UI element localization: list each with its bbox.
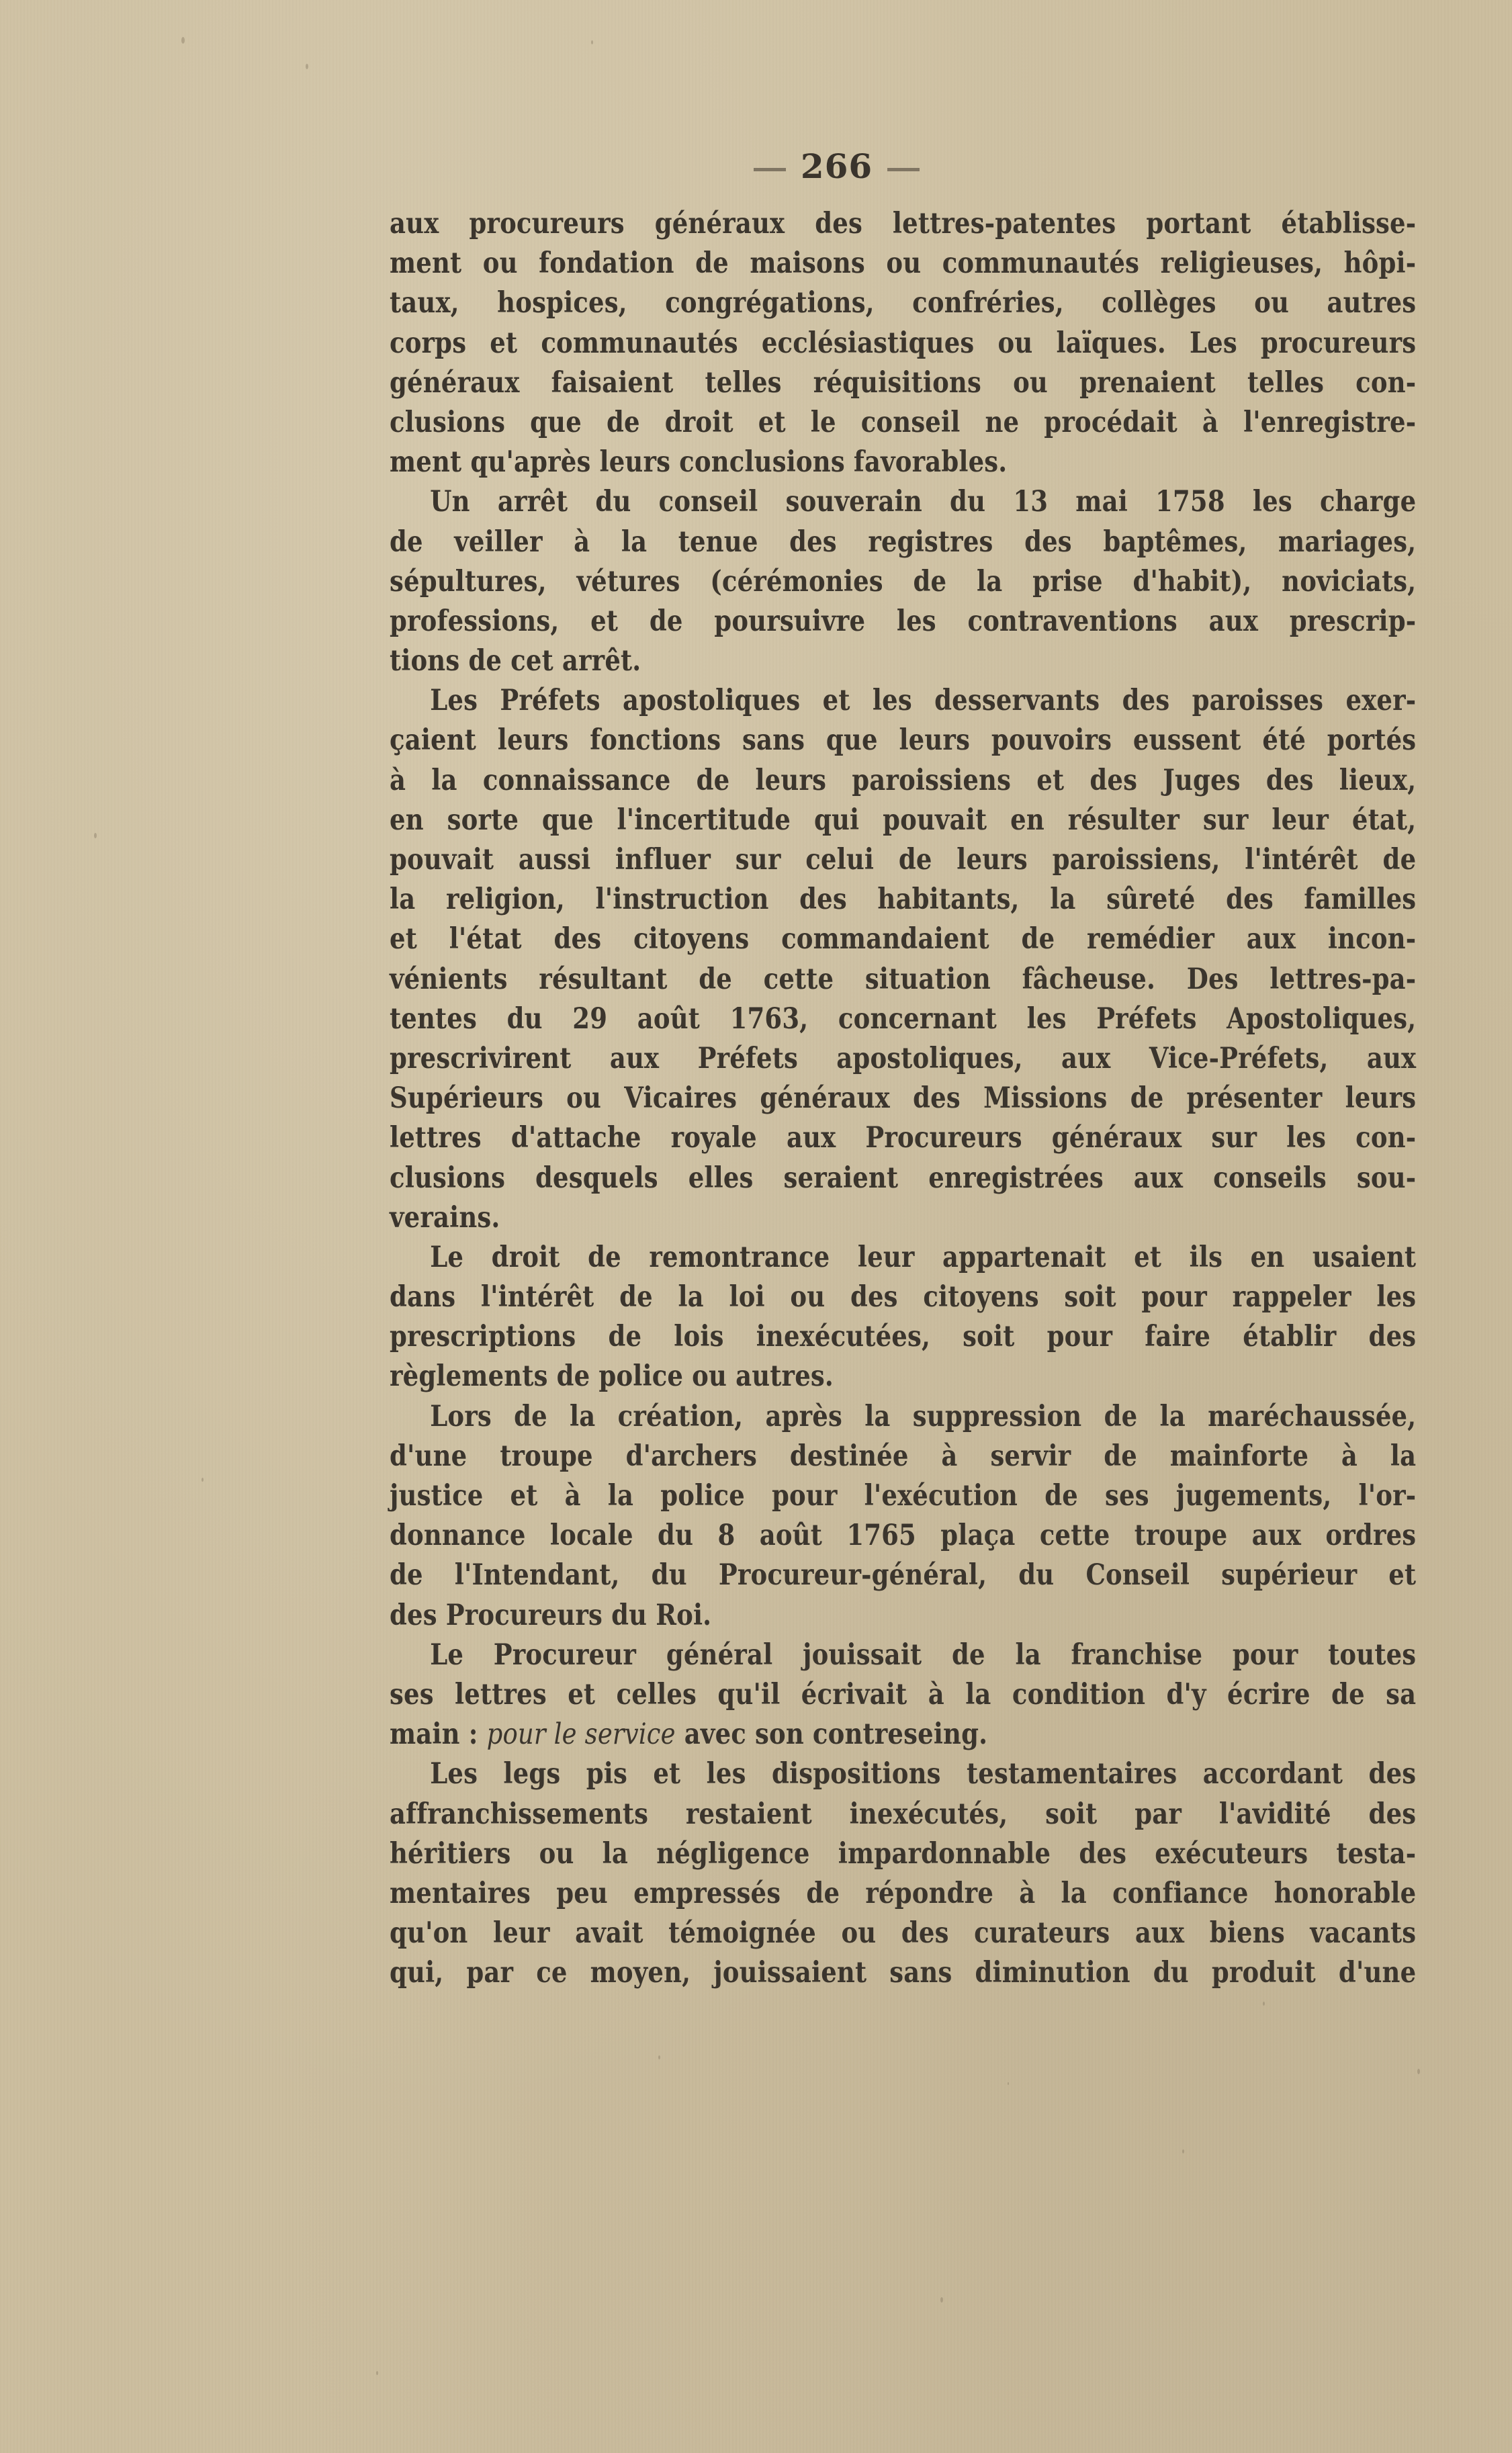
text-line: à la connaissance de leurs paroissiens et des Juges des lieux,	[390, 763, 1417, 797]
paper-speck	[658, 2055, 660, 2059]
page-number-dash-right	[887, 168, 920, 171]
text-line: professions, et de poursuivre les contraventions aux prescrip-	[390, 604, 1417, 638]
text-line: dans l'intérêt de la loi ou des citoyens soit pour rappeler les	[390, 1280, 1417, 1314]
text-line: Les Préfets apostoliques et les desservants des paroisses exer-	[430, 684, 1417, 718]
text-line: sépultures, vétures (cérémonies de la prise d'habit), noviciats,	[390, 564, 1417, 598]
paper-speck	[1417, 2069, 1420, 2074]
text-line: Le droit de remontrance leur appartenait et ils en usaient	[430, 1240, 1417, 1274]
text-line: de veiller à la tenue des registres des baptêmes, mariages,	[390, 525, 1417, 559]
text-line: des Procureurs du Roi.	[390, 1598, 712, 1632]
paper-speck	[376, 2371, 378, 2375]
text-line: donnance locale du 8 août 1765 plaça cette troupe aux ordres	[390, 1519, 1417, 1553]
paper-speck	[94, 833, 97, 838]
text-line: çaient leurs fonctions sans que leurs pouvoirs eussent été portés	[390, 723, 1417, 758]
text-line: qui, par ce moyen, jouissaient sans diminution du produit d'une	[390, 1956, 1417, 1990]
text-line: clusions que de droit et le conseil ne procédait à l'enregistre-	[390, 405, 1417, 439]
paper-speck	[1182, 2149, 1184, 2153]
text-line: verains.	[390, 1200, 500, 1235]
text-line	[390, 1715, 1416, 1754]
text-line: vénients résultant de cette situation fâcheuse. Des lettres-pa-	[390, 962, 1417, 996]
paper-speck	[306, 64, 308, 69]
text-run: main :	[390, 1718, 487, 1752]
text-line: corps et communautés ecclésiastiques ou laïques. Les procureurs	[390, 326, 1417, 360]
paper-speck	[940, 2297, 943, 2303]
text-line: Lors de la création, après la suppression de la maréchaussée,	[430, 1399, 1417, 1433]
body-text	[390, 204, 1416, 1993]
paragraph	[390, 1397, 1416, 1636]
text-line: ment ou fondation de maisons ou communautés religieuses, hôpi-	[390, 247, 1417, 281]
text-line: d'une troupe d'archers destinée à servir de mainforte à la	[390, 1439, 1417, 1473]
paragraph	[390, 204, 1416, 482]
text-line: héritiers ou la négligence impardonnable des exécuteurs testa-	[390, 1836, 1417, 1871]
text-line: clusions desquels elles seraient enregistrées aux conseils sou-	[390, 1161, 1417, 1195]
text-line: taux, hospices, congrégations, confréries, collèges ou autres	[390, 286, 1417, 320]
page-number	[0, 146, 1512, 186]
paragraph	[390, 1754, 1416, 1993]
text-line: ses lettres et celles qu'il écrivait à la condition d'y écrire de sa	[390, 1677, 1417, 1711]
text-line: Supérieurs ou Vicaires généraux des Missions de présenter leurs	[390, 1081, 1417, 1116]
page-number-value: 266	[800, 146, 873, 186]
text-line: règlements de police ou autres.	[390, 1359, 834, 1394]
text-line: mentaires peu empressés de répondre à la confiance honorable	[390, 1876, 1417, 1910]
paper-speck	[591, 40, 593, 44]
text-line: généraux faisaient telles réquisitions ou prenaient telles con-	[390, 365, 1417, 400]
text-line: Le Procureur général jouissait de la franchise pour toutes	[430, 1638, 1417, 1672]
text-line: ment qu'après leurs conclusions favorables.	[390, 445, 1008, 480]
text-line: Un arrêt du conseil souverain du 13 mai 1758 les charge	[430, 485, 1417, 519]
text-line: et l'état des citoyens commandaient de remédier aux incon-	[390, 922, 1417, 956]
text-line: la religion, l'instruction des habitants, la sûreté des familles	[390, 883, 1417, 917]
text-line: affranchissements restaient inexécutés, soit par l'avidité des	[390, 1797, 1417, 1831]
text-line: lettres d'attache royale aux Procureurs généraux sur les con-	[390, 1121, 1417, 1155]
italic-phrase: pour le service	[486, 1718, 676, 1752]
text-line: Les legs pis et les dispositions testamentaires accordant des	[430, 1757, 1417, 1791]
paragraph	[390, 482, 1416, 681]
text-run: avec son contreseing.	[675, 1718, 988, 1752]
text-line: justice et à la police pour l'exécution de ses jugements, l'or-	[390, 1479, 1417, 1513]
text-line: en sorte que l'incertitude qui pouvait en résulter sur leur état,	[390, 803, 1417, 837]
paragraph	[390, 1636, 1416, 1755]
text-line: qu'on leur avait témoignée ou des curateurs aux biens vacants	[390, 1916, 1417, 1951]
paper-speck	[181, 37, 185, 44]
paper-speck	[1008, 2082, 1009, 2085]
paragraph	[390, 681, 1416, 1238]
paper-speck	[202, 1478, 204, 1482]
text-line: prescriptions de lois inexécutées, soit pour faire établir des	[390, 1320, 1417, 1354]
paragraph	[390, 1238, 1416, 1397]
paper-speck	[1263, 2002, 1265, 2006]
text-line: prescrivirent aux Préfets apostoliques, aux Vice-Préfets, aux	[390, 1041, 1417, 1075]
text-line: aux procureurs généraux des lettres-patentes portant établisse-	[390, 207, 1417, 240]
text-line: de l'Intendant, du Procureur-général, du Conseil supérieur et	[390, 1558, 1417, 1593]
text-line: pouvait aussi influer sur celui de leurs paroissiens, l'intérêt de	[390, 843, 1417, 877]
text-line: tentes du 29 août 1763, concernant les Préfets Apostoliques,	[390, 1001, 1417, 1036]
text-line: tions de cet arrêt.	[390, 644, 641, 678]
page-number-dash-left	[754, 168, 786, 171]
